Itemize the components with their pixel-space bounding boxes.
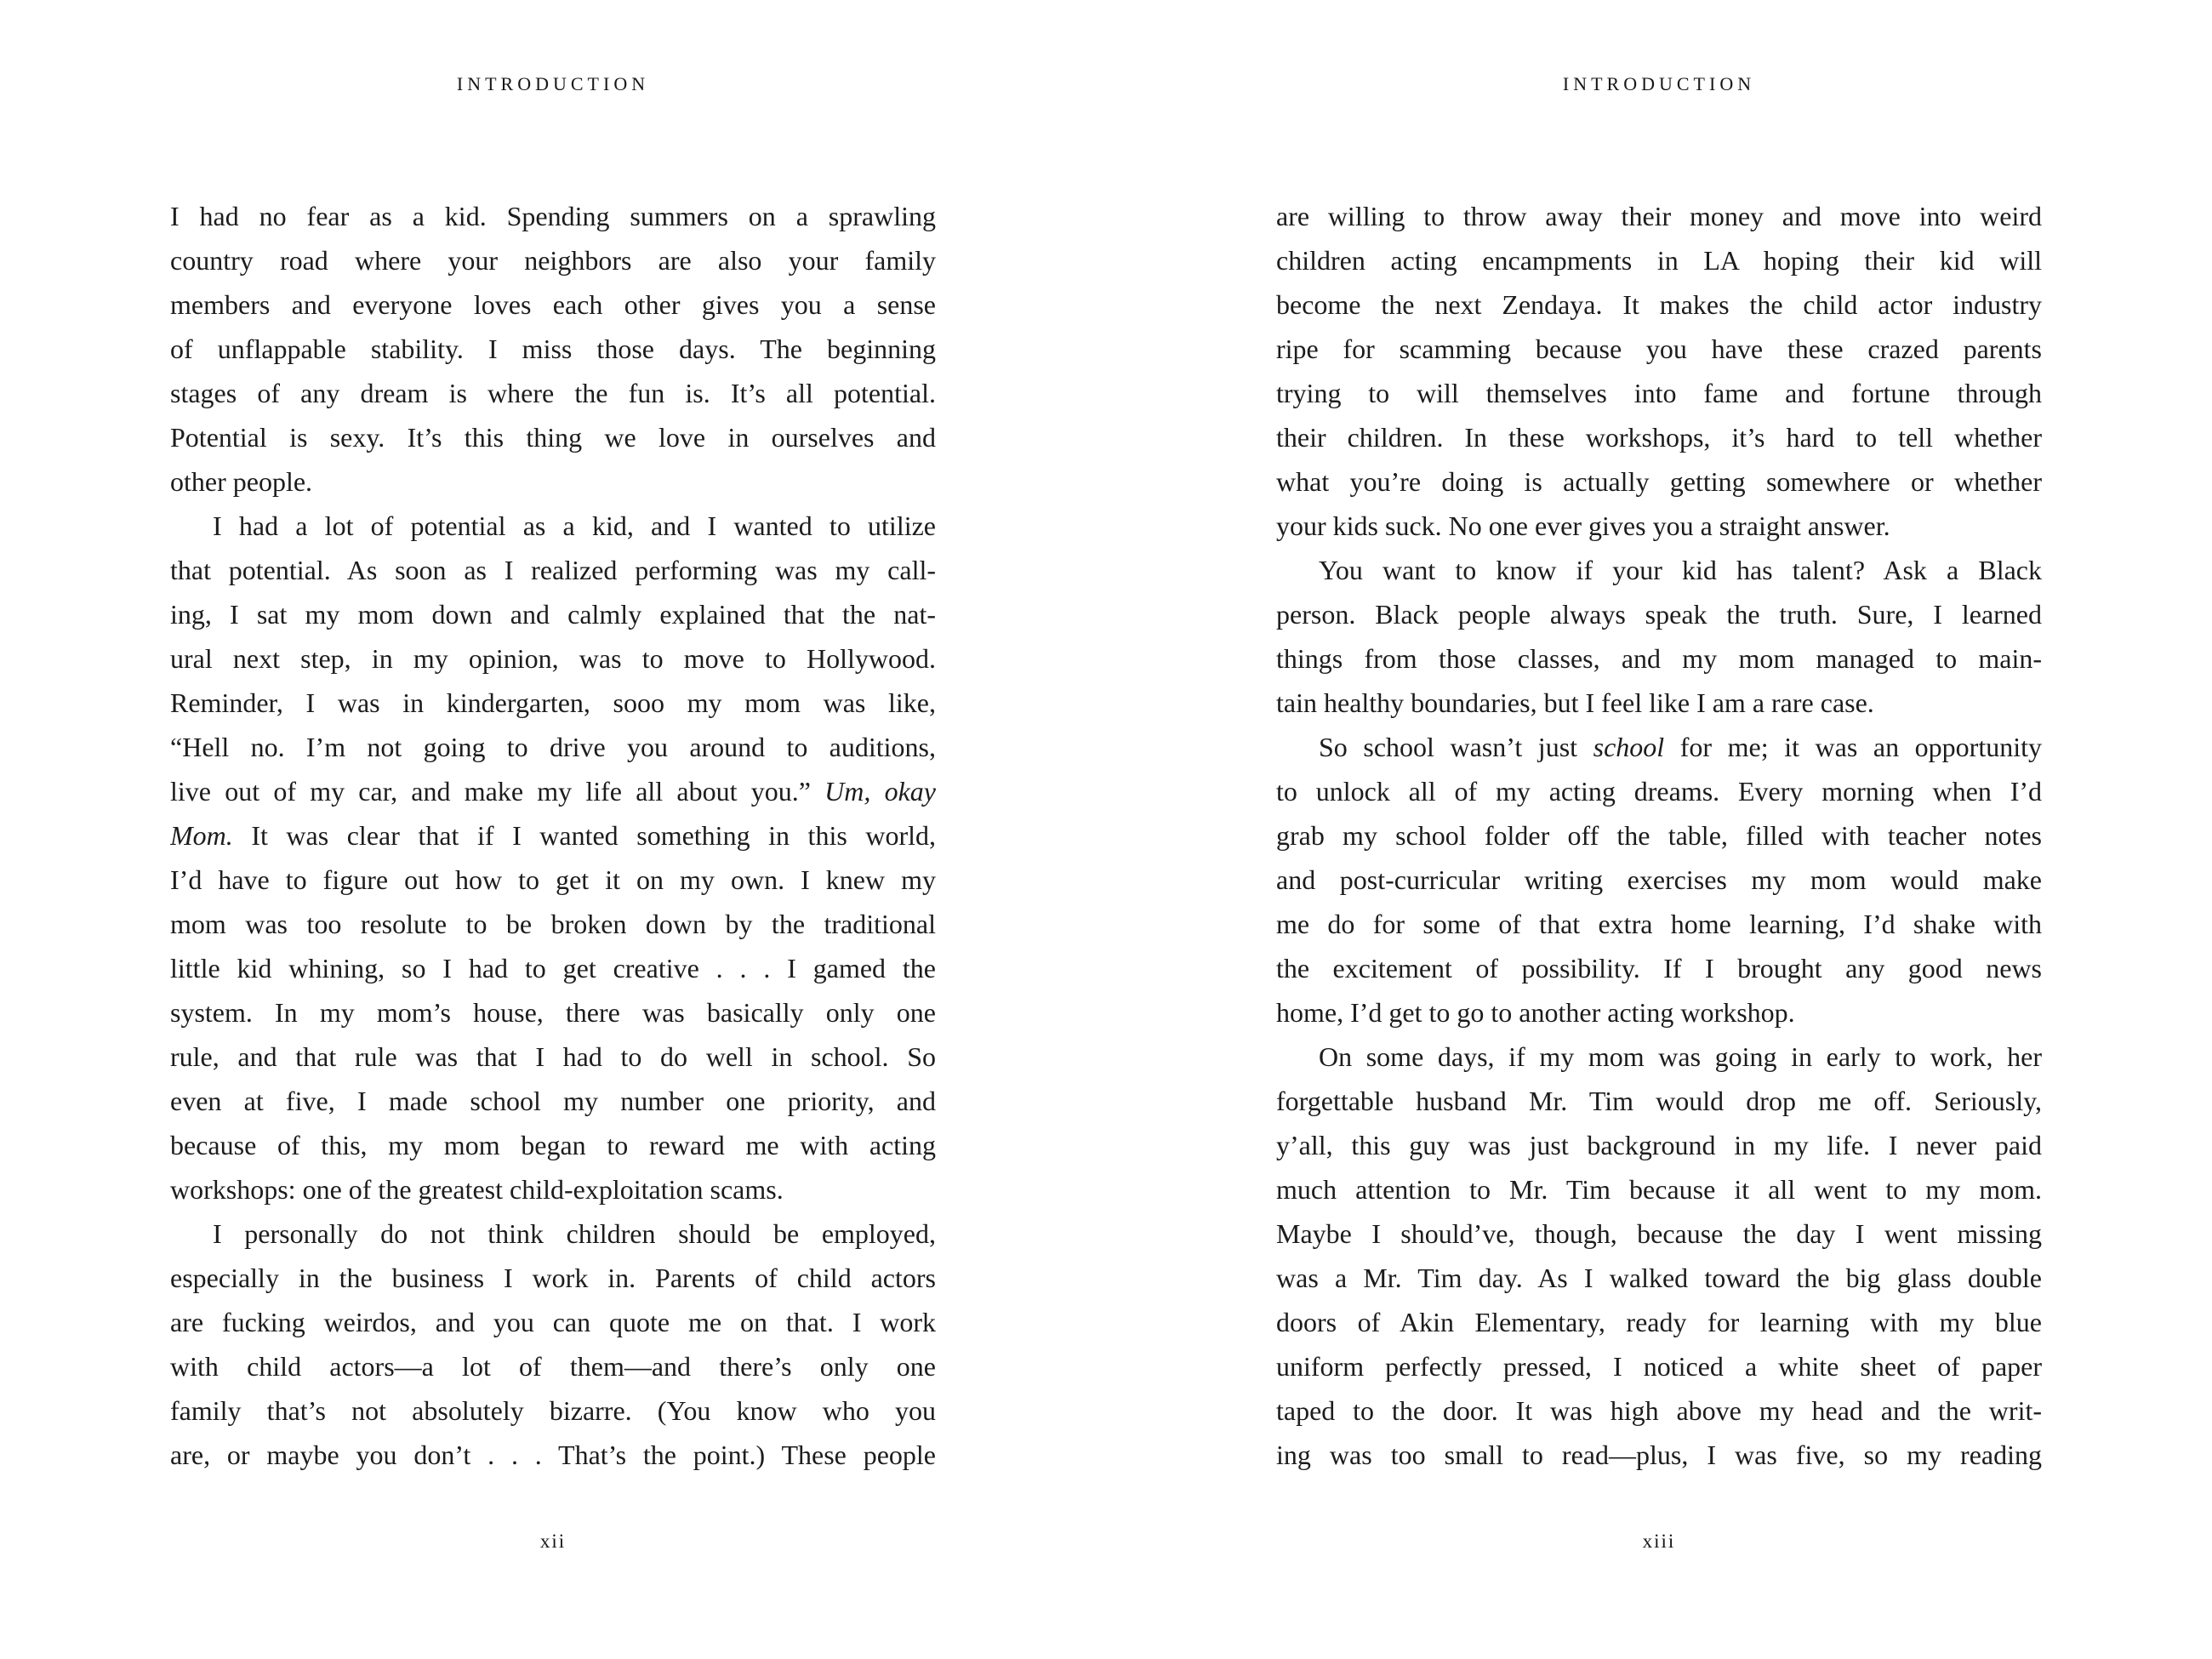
text-segment: It was clear that if I wanted something in this world,	[232, 820, 936, 851]
text-segment: Potential is sexy. It’s this thing we love in ourselves and	[170, 422, 936, 453]
text-line	[1276, 636, 2042, 681]
page-number-folio: xiii	[1642, 1531, 1676, 1552]
text-segment: are willing to throw away their money and move into weird	[1276, 201, 2042, 231]
text-segment: and post-curricular writing exercises my mom would make	[1276, 864, 2042, 895]
page-body-text	[170, 194, 936, 1477]
text-segment: me do for some of that extra home learning, I’d shake with	[1276, 909, 2042, 939]
text-line	[170, 769, 936, 813]
text-segment: was a Mr. Tim day. As I walked toward the big glass double	[1276, 1263, 2042, 1293]
text-segment: mom was too resolute to be broken down by the traditional	[170, 909, 936, 939]
text-line	[170, 1433, 936, 1477]
text-segment: On some days, if my mom was going in early to work, her	[1319, 1041, 2042, 1072]
text-segment: to unlock all of my acting dreams. Every morning when I’d	[1276, 776, 2042, 807]
text-segment: live out of my car, and make my life all about you.”	[170, 776, 825, 807]
text-segment: ripe for scamming because you have these crazed parents	[1276, 334, 2042, 364]
text-segment: with child actors—a lot of them—and there’s only one	[170, 1351, 936, 1382]
text-line	[1276, 769, 2042, 813]
text-line	[1276, 504, 2042, 548]
text-segment: stages of any dream is where the fun is. It’s all potential.	[170, 378, 936, 408]
text-line	[1276, 327, 2042, 371]
text-line	[1276, 725, 2042, 769]
text-segment: because of this, my mom began to reward me with acting	[170, 1130, 936, 1160]
text-line	[170, 415, 936, 459]
text-segment: “Hell no. I’m not going to drive you around to auditions,	[170, 732, 936, 762]
text-line	[170, 1256, 936, 1300]
text-segment: what you’re doing is actually getting somewhere or whether	[1276, 466, 2042, 497]
text-segment: rule, and that rule was that I had to do well in school. So	[170, 1041, 936, 1072]
italic-text-segment: school	[1593, 732, 1665, 762]
text-segment: I personally do not think children should be employed,	[213, 1218, 936, 1249]
text-segment: ural next step, in my opinion, was to move to Hollywood.	[170, 643, 936, 674]
text-line	[170, 1167, 936, 1211]
text-segment: family that’s not absolutely bizarre. (You know who you	[170, 1395, 936, 1426]
running-header: INTRODUCTION	[456, 73, 650, 94]
text-segment: children acting encampments in LA hoping their kid will	[1276, 245, 2042, 276]
text-line	[1276, 371, 2042, 415]
text-line	[170, 194, 936, 238]
text-segment: are, or maybe you don’t . . . That’s the point.) These people	[170, 1440, 936, 1470]
text-line	[170, 636, 936, 681]
text-line	[1276, 1388, 2042, 1433]
text-segment: their children. In these workshops, it’s hard to tell whether	[1276, 422, 2042, 453]
text-segment: person. Black people always speak the truth. Sure, I learned	[1276, 599, 2042, 630]
text-segment: taped to the door. It was high above my head and the writ-	[1276, 1395, 2042, 1426]
text-line	[1276, 1167, 2042, 1211]
text-line	[170, 681, 936, 725]
text-segment: become the next Zendaya. It makes the child actor industry	[1276, 289, 2042, 320]
text-segment: little kid whining, so I had to get creative . . . I gamed the	[170, 953, 936, 983]
text-line	[1276, 902, 2042, 946]
text-line	[170, 238, 936, 282]
text-segment: ing was too small to read—plus, I was five, so my reading	[1276, 1440, 2042, 1470]
text-line	[170, 1300, 936, 1344]
text-line	[170, 282, 936, 327]
text-segment: forgettable husband Mr. Tim would drop me off. Seriously,	[1276, 1086, 2042, 1116]
text-segment: even at five, I made school my number one priority, and	[170, 1086, 936, 1116]
text-line	[170, 946, 936, 990]
text-line	[1276, 592, 2042, 636]
text-segment: things from those classes, and my mom managed to main-	[1276, 643, 2042, 674]
text-segment: country road where your neighbors are also your family	[170, 245, 936, 276]
text-segment: I had no fear as a kid. Spending summers on a sprawling	[170, 201, 936, 231]
text-line	[170, 858, 936, 902]
text-line	[170, 327, 936, 371]
text-line	[170, 1344, 936, 1388]
text-line	[1276, 1079, 2042, 1123]
text-line	[1276, 548, 2042, 592]
text-segment: y’all, this guy was just background in my life. I never paid	[1276, 1130, 2042, 1160]
text-line	[1276, 1035, 2042, 1079]
text-segment: Reminder, I was in kindergarten, sooo my mom was like,	[170, 687, 936, 718]
text-line	[1276, 858, 2042, 902]
text-segment: especially in the business I work in. Parents of child actors	[170, 1263, 936, 1293]
text-line	[1276, 459, 2042, 504]
text-segment: doors of Akin Elementary, ready for learning with my blue	[1276, 1307, 2042, 1337]
text-segment: trying to will themselves into fame and fortune through	[1276, 378, 2042, 408]
text-line	[170, 504, 936, 548]
text-line	[1276, 990, 2042, 1035]
text-line	[170, 592, 936, 636]
text-segment: that potential. As soon as I realized performing was my call-	[170, 555, 936, 585]
text-segment: the excitement of possibility. If I brought any good news	[1276, 953, 2042, 983]
text-line	[1276, 1433, 2042, 1477]
text-line	[1276, 1211, 2042, 1256]
text-segment: I’d have to figure out how to get it on my own. I knew my	[170, 864, 936, 895]
text-segment: uniform perfectly pressed, I noticed a white sheet of paper	[1276, 1351, 2042, 1382]
running-header: INTRODUCTION	[1562, 73, 1756, 94]
text-segment: members and everyone loves each other gives you a sense	[170, 289, 936, 320]
text-segment: Maybe I should’ve, though, because the day I went missing	[1276, 1218, 2042, 1249]
text-line	[170, 459, 936, 504]
text-segment: are fucking weirdos, and you can quote me on that. I work	[170, 1307, 936, 1337]
text-segment: for me; it was an opportunity	[1664, 732, 2042, 762]
text-line	[1276, 194, 2042, 238]
page-body-text	[1276, 194, 2042, 1477]
italic-text-segment: Mom.	[170, 820, 233, 851]
text-line	[170, 725, 936, 769]
page-number-folio: xii	[539, 1531, 567, 1552]
text-segment: your kids suck. No one ever gives you a straight answer.	[1276, 510, 1890, 541]
text-line	[170, 1211, 936, 1256]
text-line	[170, 1035, 936, 1079]
text-segment: tain healthy boundaries, but I feel like I am a rare case.	[1276, 687, 1874, 718]
text-line	[1276, 415, 2042, 459]
text-line	[1276, 1300, 2042, 1344]
text-line	[170, 902, 936, 946]
text-line	[1276, 681, 2042, 725]
text-line	[1276, 282, 2042, 327]
text-line	[170, 1079, 936, 1123]
text-line	[1276, 238, 2042, 282]
text-segment: I had a lot of potential as a kid, and I wanted to utilize	[213, 510, 936, 541]
right-page	[1106, 0, 2212, 1659]
text-line	[170, 548, 936, 592]
text-segment: system. In my mom’s house, there was basically only one	[170, 997, 936, 1028]
text-segment: other people.	[170, 466, 313, 497]
text-line	[170, 371, 936, 415]
text-segment: of unflappable stability. I miss those days. The beginning	[170, 334, 936, 364]
text-line	[1276, 1256, 2042, 1300]
text-segment: You want to know if your kid has talent? Ask a Black	[1319, 555, 2042, 585]
text-segment: home, I’d get to go to another acting workshop.	[1276, 997, 1795, 1028]
text-line	[170, 1123, 936, 1167]
text-segment: much attention to Mr. Tim because it all went to my mom.	[1276, 1174, 2042, 1205]
text-line	[170, 1388, 936, 1433]
text-segment: ing, I sat my mom down and calmly explained that the nat-	[170, 599, 936, 630]
text-segment: So school wasn’t just	[1319, 732, 1593, 762]
text-line	[1276, 1123, 2042, 1167]
text-segment: workshops: one of the greatest child-exploitation scams.	[170, 1174, 784, 1205]
text-line	[170, 990, 936, 1035]
text-line	[1276, 813, 2042, 858]
text-line	[1276, 946, 2042, 990]
italic-text-segment: Um, okay	[824, 776, 936, 807]
text-line	[170, 813, 936, 858]
text-line	[1276, 1344, 2042, 1388]
text-segment: grab my school folder off the table, filled with teacher notes	[1276, 820, 2042, 851]
